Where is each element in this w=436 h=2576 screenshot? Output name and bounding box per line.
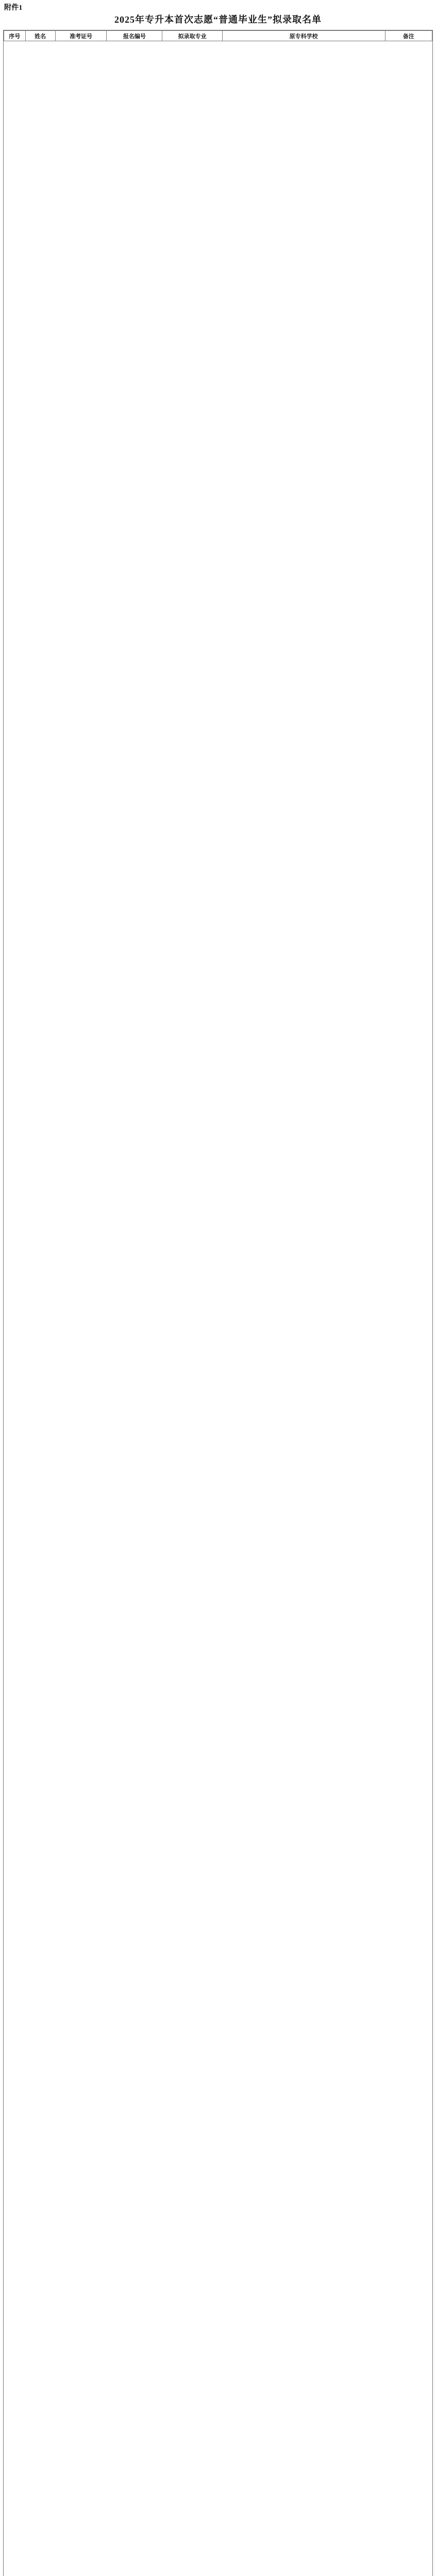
header-registration-id: 报名编号 xyxy=(107,31,162,41)
table-header-row xyxy=(4,31,432,41)
header-exam-id: 准考证号 xyxy=(55,31,107,41)
admission-table-container xyxy=(3,30,433,2576)
header-index: 序号 xyxy=(4,31,26,41)
header-name: 姓名 xyxy=(25,31,55,41)
admission-table xyxy=(4,30,432,41)
page-title: 2025年专升本首次志愿“普通毕业生”拟录取名单 xyxy=(114,14,322,25)
header-note: 备注 xyxy=(385,31,432,41)
attachment-label: 附件1 xyxy=(4,4,23,12)
header-major: 拟录取专业 xyxy=(162,31,222,41)
header-original-school: 原专科学校 xyxy=(222,31,385,41)
